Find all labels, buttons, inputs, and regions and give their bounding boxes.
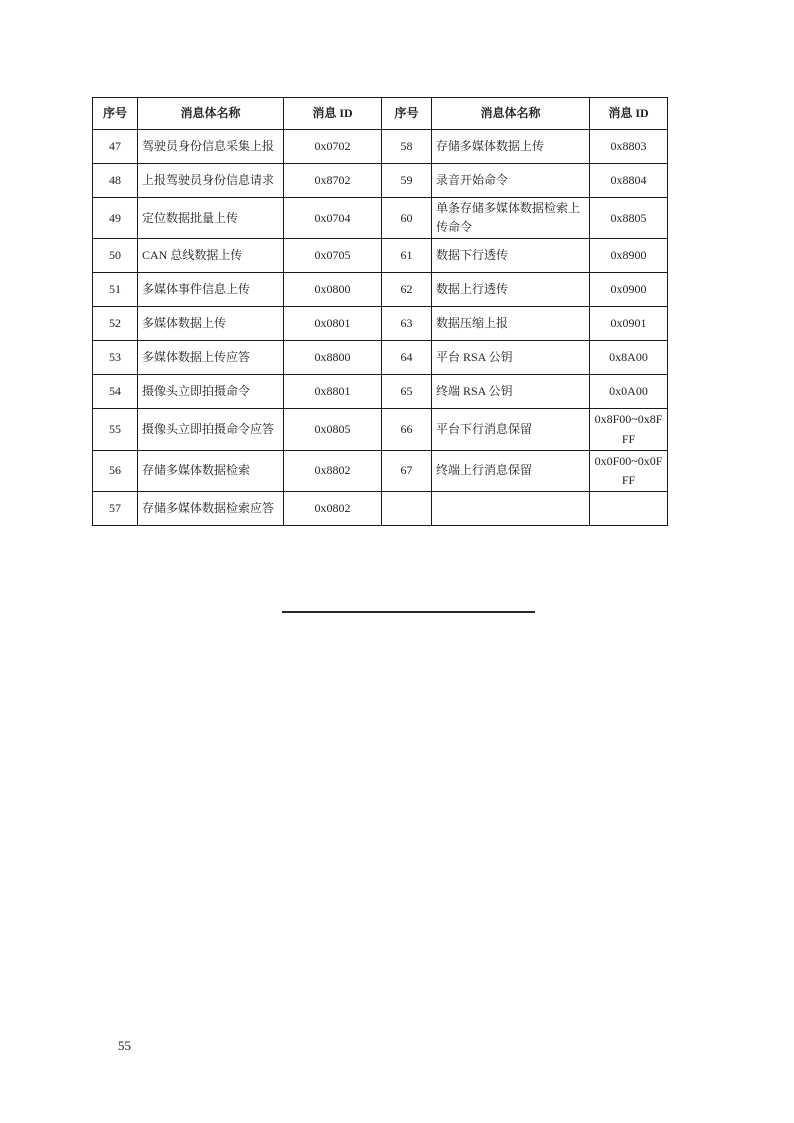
- id-cell-left: 0x8800: [284, 341, 382, 375]
- id-cell-right: 0x0900: [590, 273, 668, 307]
- id-cell-left: 0x0801: [284, 307, 382, 341]
- table-row: [93, 492, 668, 526]
- page-number: 55: [118, 1038, 131, 1053]
- seq-cell-right: 59: [382, 164, 432, 198]
- name-cell-right: 平台下行消息保留: [432, 409, 590, 450]
- table-row: [93, 164, 668, 198]
- seq-cell-left: 53: [93, 341, 138, 375]
- seq-cell-right: 66: [382, 409, 432, 450]
- name-cell-left: 摄像头立即拍摄命令应答: [138, 409, 284, 450]
- id-cell-left: 0x0802: [284, 492, 382, 526]
- name-cell-left: 多媒体事件信息上传: [138, 273, 284, 307]
- seq-cell-right: 63: [382, 307, 432, 341]
- name-cell-left: 多媒体数据上传: [138, 307, 284, 341]
- seq-cell-right: 67: [382, 450, 432, 491]
- table-row: [93, 273, 668, 307]
- id-cell-left: 0x0705: [284, 239, 382, 273]
- seq-cell-left: 54: [93, 375, 138, 409]
- name-cell-right: 数据下行透传: [432, 239, 590, 273]
- seq-cell-right: 58: [382, 130, 432, 164]
- name-cell-right: 数据压缩上报: [432, 307, 590, 341]
- name-cell-right: 数据上行透传: [432, 273, 590, 307]
- name-cell-right: 平台 RSA 公钥: [432, 341, 590, 375]
- name-cell-left: 驾驶员身份信息采集上报: [138, 130, 284, 164]
- name-cell-right: 录音开始命令: [432, 164, 590, 198]
- table-header-row: [93, 98, 668, 130]
- name-cell-left: 上报驾驶员身份信息请求: [138, 164, 284, 198]
- name-cell-left: 定位数据批量上传: [138, 198, 284, 239]
- name-cell-left: 存储多媒体数据检索: [138, 450, 284, 491]
- name-cell-right: 单条存储多媒体数据检索上传命令: [432, 198, 590, 239]
- id-cell-left: 0x8802: [284, 450, 382, 491]
- header-seq-left: 序号: [93, 98, 138, 130]
- name-cell-right: 终端上行消息保留: [432, 450, 590, 491]
- header-name-right: 消息体名称: [432, 98, 590, 130]
- header-id-right: 消息 ID: [590, 98, 668, 130]
- table-row: [93, 409, 668, 450]
- seq-cell-left: 48: [93, 164, 138, 198]
- table-row: [93, 239, 668, 273]
- name-cell-left: CAN 总线数据上传: [138, 239, 284, 273]
- header-name-left: 消息体名称: [138, 98, 284, 130]
- id-cell-left: 0x8702: [284, 164, 382, 198]
- table-row: [93, 375, 668, 409]
- name-cell-right: 终端 RSA 公钥: [432, 375, 590, 409]
- id-cell-left: 0x0702: [284, 130, 382, 164]
- id-cell-right: [590, 492, 668, 526]
- seq-cell-left: 47: [93, 130, 138, 164]
- header-seq-right: 序号: [382, 98, 432, 130]
- seq-cell-left: 57: [93, 492, 138, 526]
- header-id-left: 消息 ID: [284, 98, 382, 130]
- table-body: [93, 130, 668, 526]
- seq-cell-right: 61: [382, 239, 432, 273]
- seq-cell-left: 49: [93, 198, 138, 239]
- seq-cell-left: 56: [93, 450, 138, 491]
- table-row: [93, 130, 668, 164]
- seq-cell-left: 50: [93, 239, 138, 273]
- id-cell-right: 0x8A00: [590, 341, 668, 375]
- seq-cell-right: [382, 492, 432, 526]
- message-id-table: [92, 97, 668, 526]
- id-cell-right: 0x0A00: [590, 375, 668, 409]
- name-cell-right: 存储多媒体数据上传: [432, 130, 590, 164]
- id-cell-left: 0x8801: [284, 375, 382, 409]
- seq-cell-right: 60: [382, 198, 432, 239]
- seq-cell-left: 52: [93, 307, 138, 341]
- table-row: [93, 341, 668, 375]
- id-cell-right: 0x8F00~0x8FFF: [590, 409, 668, 450]
- table-row: [93, 307, 668, 341]
- table-row: [93, 198, 668, 239]
- seq-cell-right: 62: [382, 273, 432, 307]
- seq-cell-left: 51: [93, 273, 138, 307]
- id-cell-right: 0x8804: [590, 164, 668, 198]
- seq-cell-left: 55: [93, 409, 138, 450]
- id-cell-right: 0x0901: [590, 307, 668, 341]
- name-cell-left: 摄像头立即拍摄命令: [138, 375, 284, 409]
- seq-cell-right: 64: [382, 341, 432, 375]
- id-cell-right: 0x8900: [590, 239, 668, 273]
- id-cell-right: 0x8805: [590, 198, 668, 239]
- id-cell-right: 0x0F00~0x0FFF: [590, 450, 668, 491]
- name-cell-left: 存储多媒体数据检索应答: [138, 492, 284, 526]
- id-cell-right: 0x8803: [590, 130, 668, 164]
- name-cell-left: 多媒体数据上传应答: [138, 341, 284, 375]
- name-cell-right: [432, 492, 590, 526]
- id-cell-left: 0x0704: [284, 198, 382, 239]
- footnote-separator-line: [282, 611, 535, 613]
- id-cell-left: 0x0805: [284, 409, 382, 450]
- table-row: [93, 450, 668, 491]
- seq-cell-right: 65: [382, 375, 432, 409]
- id-cell-left: 0x0800: [284, 273, 382, 307]
